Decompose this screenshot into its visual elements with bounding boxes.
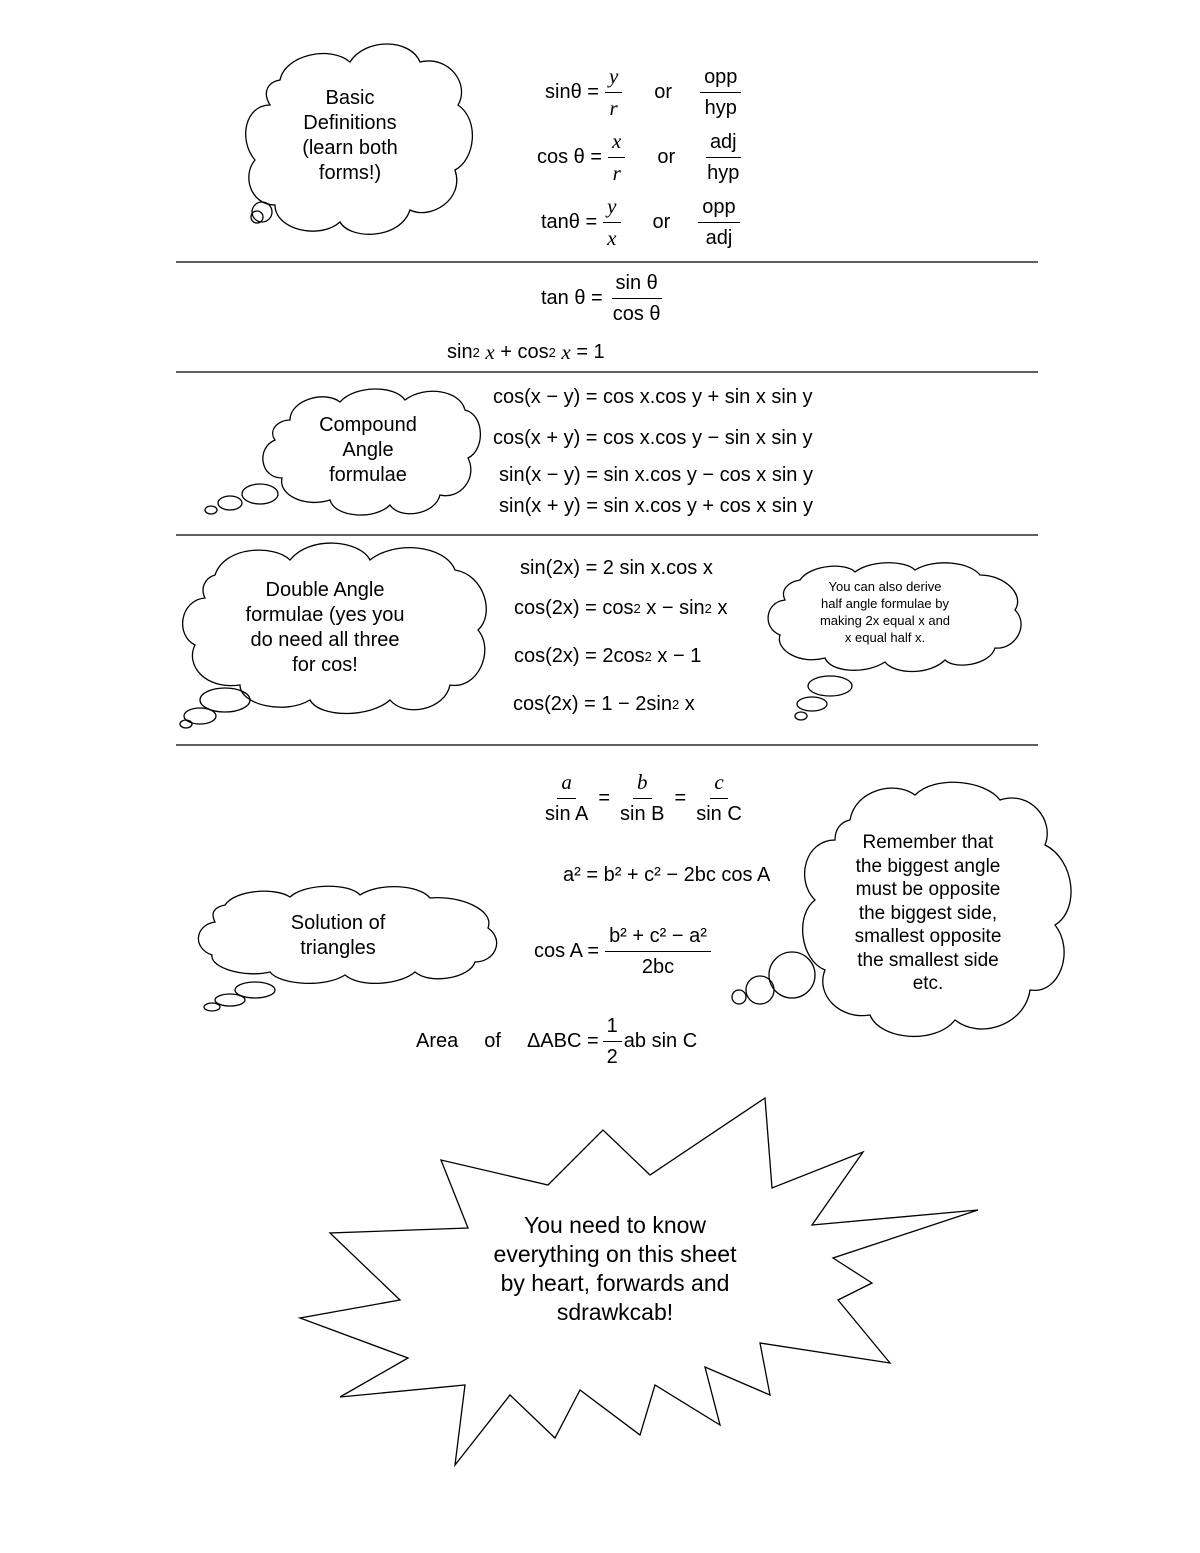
frac-num: b [637,770,648,794]
thought-dot [204,1003,220,1011]
frac-den: adj [705,227,733,249]
bubble-basic-definitions: Basic Definitions (learn both forms!) [302,87,398,184]
pyth-part: + cos [500,341,549,363]
thought-dot [797,697,827,711]
frac-den: r [612,161,621,185]
double-line-2 [514,597,727,620]
bubble-compound-angle: Compound Angle formulae [319,414,417,486]
double-part: cos(2x) = cos [514,597,634,619]
cosine-rule-rearranged [534,924,717,979]
thought-dot [242,484,278,504]
area-of: of [484,1030,501,1052]
cosA-lhs: cos A = [534,940,600,962]
tan-lhs: tanθ = [541,211,598,233]
pyth-part: x [485,340,495,364]
frac-num: 1 [603,1014,622,1042]
compound-line-3: sin(x − y) = sin x.cos y − cos x sin y [499,464,813,486]
frac-num: opp [698,195,739,223]
compound-line-1: cos(x − y) = cos x.cos y + sin x sin y [493,386,813,408]
cos-lhs: cos θ = [537,146,603,168]
area-label: Area [416,1030,459,1052]
thought-dot [746,976,774,1004]
double-part: cos(2x) = 2cos [514,645,645,667]
frac-den: hyp [704,97,737,119]
double-part: x [684,693,695,715]
bubble-double-angle: Double Angle formulae (yes you do need all three for cos! [245,579,405,676]
frac-den: x [607,226,617,250]
pyth-part: = 1 [576,341,605,363]
double-part: x − sin [646,597,705,619]
pyth-part: x [561,340,571,364]
area-formula [416,1014,697,1069]
thought-dot [215,994,245,1006]
thought-dot [184,708,216,724]
thought-dot [795,712,807,720]
frac-num: adj [706,130,741,158]
area-rhs: ab sin C [623,1030,698,1052]
double-part: x − 1 [657,645,702,667]
pythagorean-identity [447,340,605,365]
thought-dot [732,990,746,1004]
sin-definition [545,64,747,121]
superscript: 2 [472,345,480,360]
double-part: cos(2x) = 1 − 2sin [513,693,672,715]
thought-dot [180,720,192,728]
double-line-1: sin(2x) = 2 sin x.cos x [520,557,713,579]
bubble-solution-triangles: Solution of triangles [290,912,386,959]
frac-num: y [607,194,617,218]
frac-den: 2bc [641,956,675,978]
frac-num: y [608,64,619,88]
double-line-4 [513,693,695,716]
thought-dot [808,676,852,696]
frac-num: sin θ [612,271,662,299]
frac-den: r [609,96,618,120]
equals: = [598,786,611,809]
frac-num: a [561,770,572,794]
frac-num: opp [700,65,741,93]
superscript: 2 [548,345,556,360]
sine-rule [535,770,752,826]
frac-den: cos θ [612,303,661,325]
superscript: 2 [644,649,652,664]
tan-identity-lhs: tan θ = [541,287,603,309]
or-label: or [657,146,676,168]
frac-num: b² + c² − a² [605,924,711,952]
frac-den: sin C [696,803,742,825]
tan-definition [541,194,746,251]
superscript: 2 [633,601,641,616]
thought-dot [218,496,242,510]
bubble-remember: Remember that the biggest angle must be opposite the biggest side, smallest opposite the smallest side etc. [854,832,1002,994]
cosine-rule: a² = b² + c² − 2bc cos A [563,864,771,886]
superscript: 2 [704,601,712,616]
bubble-half-angle: You can also derive half angle formulae by making 2x equal x and x equal half x. [819,579,951,645]
or-label: or [652,211,671,233]
sin-lhs: sinθ = [545,81,599,103]
area-eq: ΔABC = [526,1030,599,1052]
frac-den: sin B [620,803,665,825]
compound-line-4: sin(x + y) = sin x.cos y + cos x sin y [499,495,813,517]
frac-den: sin A [545,803,589,825]
double-part: x [717,597,728,619]
starburst-text: You need to know everything on this sheet by heart, forwards and sdrawkcab! [493,1212,737,1325]
equals: = [674,786,687,809]
superscript: 2 [671,697,680,712]
double-line-3 [514,645,701,668]
compound-line-2: cos(x + y) = cos x.cos y − sin x sin y [493,427,813,449]
cos-definition [537,129,749,186]
frac-den: 2 [606,1046,618,1068]
frac-num: c [714,770,724,794]
frac-den: hyp [707,162,740,184]
or-label: or [654,81,673,103]
pyth-part: sin [447,341,473,363]
frac-num: x [612,129,622,153]
thought-dot [769,952,815,998]
tan-identity [541,271,671,326]
thought-dot [205,506,217,514]
